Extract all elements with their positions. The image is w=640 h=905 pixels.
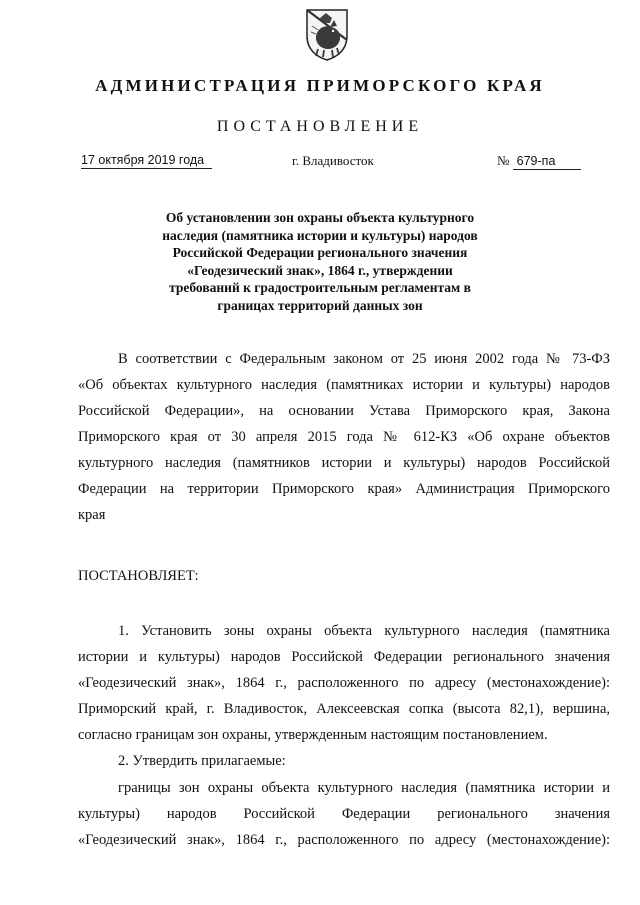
number-prefix: №: [497, 153, 510, 168]
heading-line: границах территорий данных зон: [217, 297, 423, 313]
preamble-paragraph: [78, 346, 610, 528]
text-line: 1. Установить зоны охраны объекта культурного наследия (памятника: [118, 623, 610, 639]
text-line: Приморского края от 30 апреля 2015 года № 612-КЗ «Об охране объектов: [78, 429, 610, 445]
decree-word: ПОСТАНОВЛЯЕТ:: [78, 568, 199, 584]
heading-line: Об установлении зон охраны объекта культурного: [165, 210, 475, 225]
text-line: 2. Утвердить прилагаемые:: [118, 753, 286, 769]
item-2-sub-paragraph: [78, 775, 610, 853]
heading-line: Российской Федерации регионального значения: [172, 245, 468, 260]
coat-of-arms-emblem: [304, 6, 350, 62]
document-city: г. Владивосток: [292, 153, 374, 168]
text-line: культурного наследия (памятников истории и культуры) народов Российской: [78, 455, 610, 471]
heading-line: наследия (памятника истории и культуры) народов: [162, 227, 478, 243]
document-date: 17 октября 2019 года: [81, 153, 212, 169]
text-line: истории и культуры) народов Российской Федерации регионального значения: [78, 649, 610, 665]
number-value: 679-па: [513, 154, 581, 170]
document-number: [497, 153, 581, 170]
text-line: «Геодезический знак», 1864 г., расположенного по адресу (местонахождение):: [78, 675, 610, 691]
text-line: Федерации на территории Приморского края» Администрация Приморского: [78, 481, 610, 497]
document-heading: [150, 209, 490, 314]
heading-line: «Геодезический знак», 1864 г., утверждении: [187, 262, 453, 278]
text-line: В соответствии с Федеральным законом от 25 июня 2002 года № 73-ФЗ: [118, 351, 610, 367]
text-line: Приморский край, г. Владивосток, Алексеевская сопка (высота 82,1), вершина,: [78, 701, 610, 717]
organization-title: АДМИНИСТРАЦИЯ ПРИМОРСКОГО КРАЯ: [95, 76, 545, 95]
document-type: ПОСТАНОВЛЕНИЕ: [216, 118, 424, 135]
heading-line: требований к градостроительным регламентам в: [169, 280, 471, 295]
text-line: «Об объектах культурного наследия (памятниках истории и культуры) народов: [78, 377, 610, 393]
item-1-paragraph: [78, 618, 610, 748]
text-line: согласно границам зон охраны, утвержденным настоящим постановлением.: [78, 727, 548, 743]
text-line: края: [78, 507, 106, 523]
text-line: границы зон охраны объекта культурного наследия (памятника истории и: [118, 780, 610, 796]
text-line: Российской Федерации», на основании Устава Приморского края, Закона: [78, 403, 610, 419]
item-2-paragraph: [78, 748, 610, 774]
text-line: культуры) народов Российской Федерации регионального значения: [78, 806, 610, 822]
text-line: «Геодезический знак», 1864 г., расположенного по адресу (местонахождение):: [78, 832, 610, 848]
